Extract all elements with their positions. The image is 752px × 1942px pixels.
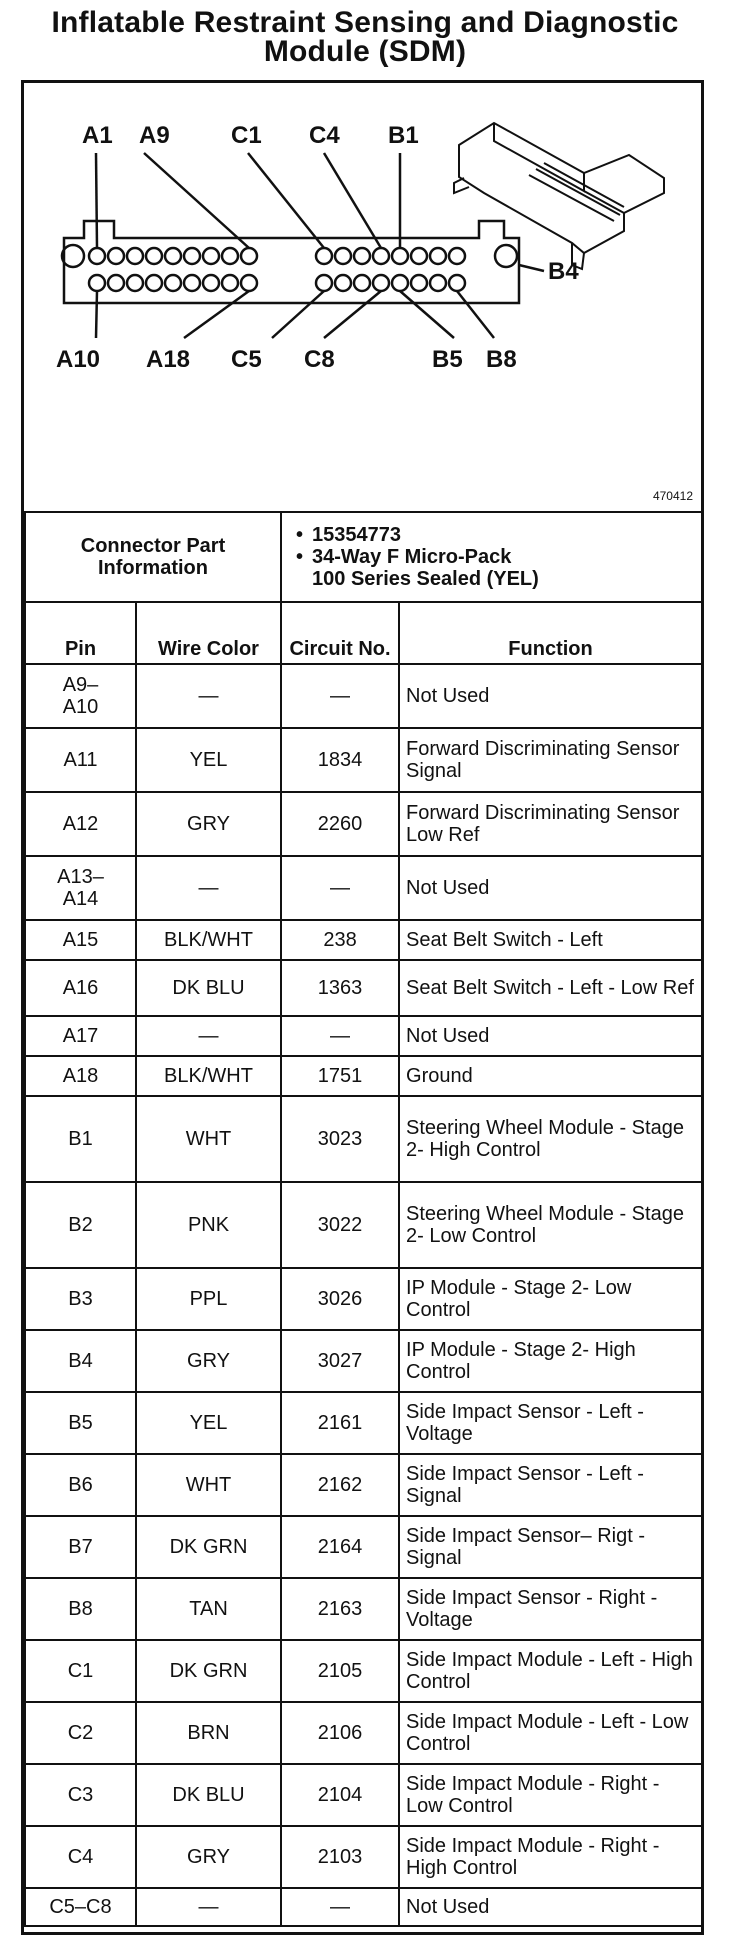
table-row (25, 960, 702, 1016)
pin-label-top: A9 (139, 122, 170, 149)
function-cell: Ground (399, 1056, 702, 1096)
connector-pin (335, 248, 351, 264)
wire-color-cell: BLK/WHT (136, 1056, 281, 1096)
pin-cell: A12 (25, 792, 136, 856)
connector-pin (108, 248, 124, 264)
wire-color-cell: YEL (136, 1392, 281, 1454)
pin-cell: A9– A10 (25, 664, 136, 728)
circuit-cell: 2162 (281, 1454, 399, 1516)
table-row (25, 1764, 702, 1826)
header-function: Function (399, 602, 702, 664)
function-cell: Forward Discriminating Sensor Signal (399, 728, 702, 792)
circuit-cell: — (281, 1888, 399, 1926)
connector-pin (373, 248, 389, 264)
function-cell: Not Used (399, 664, 702, 728)
pin-label-bottom: C8 (304, 346, 335, 373)
pin-cell: C2 (25, 1702, 136, 1764)
leader-line (184, 291, 249, 338)
circuit-cell: 2260 (281, 792, 399, 856)
function-cell: IP Module - Stage 2- High Control (399, 1330, 702, 1392)
circuit-cell: 3022 (281, 1182, 399, 1268)
connector-pin (316, 275, 332, 291)
pin-cell: B4 (25, 1330, 136, 1392)
circuit-cell: 2164 (281, 1516, 399, 1578)
wire-color-cell: WHT (136, 1096, 281, 1182)
connector-type: • 34-Way F Micro-Pack (296, 546, 695, 568)
circuit-cell: 1751 (281, 1056, 399, 1096)
connector-pin (89, 275, 105, 291)
wire-color-cell: YEL (136, 728, 281, 792)
table-row (25, 1888, 702, 1926)
connector-pin (335, 275, 351, 291)
function-cell: Side Impact Sensor - Left - Signal (399, 1454, 702, 1516)
wire-color-cell: GRY (136, 1826, 281, 1888)
leader-line (457, 291, 494, 338)
header-pin: Pin (25, 602, 136, 664)
connector-pin (430, 248, 446, 264)
circuit-cell: 1834 (281, 728, 399, 792)
wire-color-cell: WHT (136, 1454, 281, 1516)
function-cell: Not Used (399, 856, 702, 920)
connector-pin (127, 248, 143, 264)
connector-pin (184, 248, 200, 264)
pin-cell: B3 (25, 1268, 136, 1330)
connector-series: 100 Series Sealed (YEL) (312, 568, 539, 590)
pin-cell: A18 (25, 1056, 136, 1096)
connector-pin (241, 275, 257, 291)
connector-pin (411, 275, 427, 291)
circuit-cell: 2163 (281, 1578, 399, 1640)
connector-drawing (24, 83, 701, 511)
table-row (25, 920, 702, 960)
leader-line (324, 291, 381, 338)
circuit-cell: 2105 (281, 1640, 399, 1702)
table-row (25, 1454, 702, 1516)
leader-line (248, 153, 324, 248)
pin-cell: A17 (25, 1016, 136, 1056)
connector-diagram (24, 83, 701, 513)
connector-pin (184, 275, 200, 291)
connector-pin (392, 275, 408, 291)
table-row (25, 1702, 702, 1764)
pin-cell: A11 (25, 728, 136, 792)
pin-cell: A15 (25, 920, 136, 960)
figure-number: 470412 (652, 489, 693, 503)
connector-pin (127, 275, 143, 291)
connector-pin (146, 248, 162, 264)
connector-pin (411, 248, 427, 264)
circuit-cell: 2103 (281, 1826, 399, 1888)
circuit-cell: 2106 (281, 1702, 399, 1764)
connector-pin (430, 275, 446, 291)
pin-cell: A16 (25, 960, 136, 1016)
table-row (25, 664, 702, 728)
pin-label-top: C4 (309, 122, 340, 149)
connector-pin (316, 248, 332, 264)
table-row (25, 792, 702, 856)
pin-cell: B8 (25, 1578, 136, 1640)
function-cell: Side Impact Module - Right - Low Control (399, 1764, 702, 1826)
pin-label-bottom: B5 (432, 346, 463, 373)
connector-3d-view (454, 123, 664, 269)
wire-color-cell: DK GRN (136, 1640, 281, 1702)
wire-color-cell: — (136, 664, 281, 728)
pin-label-top: A1 (82, 122, 113, 149)
wire-color-cell: PPL (136, 1268, 281, 1330)
wire-color-cell: GRY (136, 1330, 281, 1392)
title-line-2: Module (SDM) (263, 35, 467, 68)
function-cell: Steering Wheel Module - Stage 2- Low Control (399, 1182, 702, 1268)
function-cell: Side Impact Module - Left - Low Control (399, 1702, 702, 1764)
wire-color-cell: BLK/WHT (136, 920, 281, 960)
table-row (25, 1640, 702, 1702)
connector-pin (165, 248, 181, 264)
table-row (25, 1056, 702, 1096)
header-wire-color: Wire Color (136, 602, 281, 664)
table-header-row (25, 602, 702, 664)
pin-cell: B2 (25, 1182, 136, 1268)
table-row (25, 1516, 702, 1578)
connector-sheet (21, 80, 704, 1935)
circuit-cell: 3023 (281, 1096, 399, 1182)
connector-pin (449, 275, 465, 291)
function-cell: Side Impact Sensor - Right - Voltage (399, 1578, 702, 1640)
table-row (25, 728, 702, 792)
wire-color-cell: DK BLU (136, 1764, 281, 1826)
leader-line (400, 291, 454, 338)
pin-cell: B5 (25, 1392, 136, 1454)
connector-part-label: Connector Part Information (25, 512, 281, 602)
title-line-1: Inflatable Restraint Sensing and Diagnostic (51, 6, 679, 39)
wire-color-cell: BRN (136, 1702, 281, 1764)
connector-pin (108, 275, 124, 291)
circuit-cell: 1363 (281, 960, 399, 1016)
leader-line (96, 153, 97, 248)
pin-label-bottom: C5 (231, 346, 262, 373)
connector-pin (354, 275, 370, 291)
circuit-cell: — (281, 1016, 399, 1056)
pin-label-side: B4 (548, 258, 579, 285)
table-row (25, 1182, 702, 1268)
connector-pin (203, 248, 219, 264)
pin-label-bottom: A18 (146, 346, 191, 373)
table-row (25, 1096, 702, 1182)
function-cell: Seat Belt Switch - Left - Low Ref (399, 960, 702, 1016)
header-circuit: Circuit No. (281, 602, 399, 664)
table-row (25, 1392, 702, 1454)
connector-pin (89, 248, 105, 264)
wire-color-cell: — (136, 1888, 281, 1926)
pin-cell: C4 (25, 1826, 136, 1888)
pin-cell: B1 (25, 1096, 136, 1182)
latch-right (495, 245, 517, 267)
connector-pin (449, 248, 465, 264)
function-cell: Side Impact Sensor - Left - Voltage (399, 1392, 702, 1454)
pin-label-top: B1 (388, 122, 419, 149)
table-row (25, 1578, 702, 1640)
table-row (25, 1330, 702, 1392)
pin-cell: C5–C8 (25, 1888, 136, 1926)
function-cell: Side Impact Module - Right - High Control (399, 1826, 702, 1888)
wire-color-cell: — (136, 1016, 281, 1056)
page-title (0, 8, 730, 66)
function-cell: Side Impact Module - Left - High Control (399, 1640, 702, 1702)
connector-part-number: • 15354773 (296, 524, 695, 546)
leader-line (272, 291, 324, 338)
leader-line (324, 153, 381, 248)
wire-color-cell: DK BLU (136, 960, 281, 1016)
connector-pin (354, 248, 370, 264)
function-cell: Forward Discriminating Sensor Low Ref (399, 792, 702, 856)
connector-pin (165, 275, 181, 291)
connector-pin (222, 248, 238, 264)
table-row (25, 1016, 702, 1056)
latch-left (62, 245, 84, 267)
pin-label-top: C1 (231, 122, 262, 149)
circuit-cell: — (281, 856, 399, 920)
function-cell: Not Used (399, 1016, 702, 1056)
circuit-cell: 2104 (281, 1764, 399, 1826)
circuit-cell: 3026 (281, 1268, 399, 1330)
pin-cell: C3 (25, 1764, 136, 1826)
wire-color-cell: TAN (136, 1578, 281, 1640)
table-row (25, 1826, 702, 1888)
wire-color-cell: GRY (136, 792, 281, 856)
function-cell: Steering Wheel Module - Stage 2- High Control (399, 1096, 702, 1182)
pinout-table (24, 511, 703, 1927)
wire-color-cell: DK GRN (136, 1516, 281, 1578)
connector-pin (373, 275, 389, 291)
function-cell: Not Used (399, 1888, 702, 1926)
pin-cell: B6 (25, 1454, 136, 1516)
connector-pin (241, 248, 257, 264)
circuit-cell: 2161 (281, 1392, 399, 1454)
circuit-cell: — (281, 664, 399, 728)
function-cell: Seat Belt Switch - Left (399, 920, 702, 960)
connector-pin (222, 275, 238, 291)
function-cell: IP Module - Stage 2- Low Control (399, 1268, 702, 1330)
pin-cell: A13– A14 (25, 856, 136, 920)
connector-pin (146, 275, 162, 291)
wire-color-cell: — (136, 856, 281, 920)
connector-part-info (281, 512, 702, 602)
connector-pin (203, 275, 219, 291)
leader-line (96, 291, 97, 338)
pin-label-bottom: A10 (56, 346, 101, 373)
function-cell: Side Impact Sensor– Rigt - Signal (399, 1516, 702, 1578)
pin-cell: B7 (25, 1516, 136, 1578)
pin-cell: C1 (25, 1640, 136, 1702)
wire-color-cell: PNK (136, 1182, 281, 1268)
pin-label-bottom: B8 (486, 346, 517, 373)
leader-line (519, 265, 544, 271)
connector-pin (392, 248, 408, 264)
circuit-cell: 238 (281, 920, 399, 960)
table-row (25, 856, 702, 920)
table-row (25, 1268, 702, 1330)
connector-part-row (25, 512, 702, 602)
circuit-cell: 3027 (281, 1330, 399, 1392)
leader-line (144, 153, 249, 248)
